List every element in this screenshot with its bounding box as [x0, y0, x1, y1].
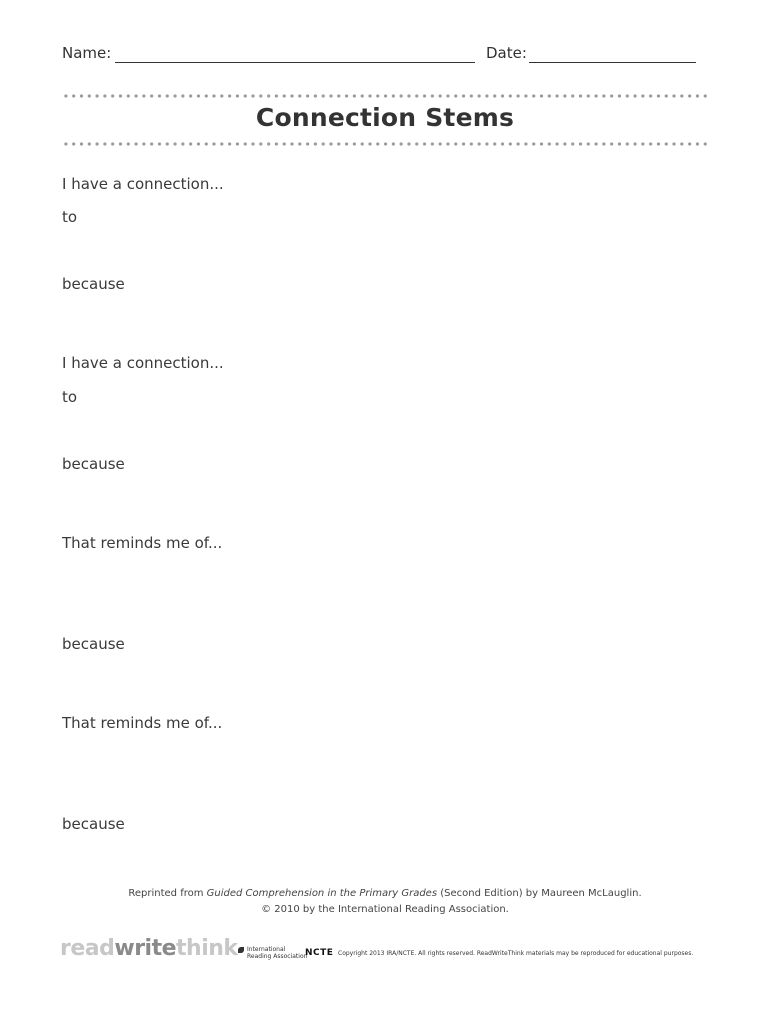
logo-read: read: [60, 936, 115, 961]
credit-line-1: [0, 886, 770, 902]
header-row: [62, 44, 702, 66]
stem-because-2: because: [62, 455, 125, 473]
stem-to-2: to: [62, 388, 78, 406]
credit-book-title: Guided Comprehension in the Primary Grades: [206, 888, 438, 899]
ira-logo: [238, 946, 307, 960]
name-label: Name:: [62, 44, 112, 62]
date-label: Date:: [486, 44, 527, 62]
credit-line-2: © 2010 by the International Reading Association.: [261, 904, 509, 915]
dotted-divider-bottom: [62, 142, 710, 146]
ncte-logo: NCTE: [305, 948, 334, 958]
stem-to-1: to: [62, 208, 78, 226]
name-field-line[interactable]: [115, 62, 475, 63]
footer-credit: [0, 886, 770, 918]
stem-reminds-2: That reminds me of...: [62, 714, 223, 732]
stem-because-3: because: [62, 635, 125, 653]
copyright-text: Copyright 2013 IRA/NCTE. All rights reserved. ReadWriteThink materials may be reproduced for educational purposes.: [338, 950, 694, 957]
date-field-line[interactable]: [529, 62, 696, 63]
ira-mark-icon: [238, 947, 244, 953]
readwritethink-logo: [60, 936, 238, 961]
stem-because-4: because: [62, 815, 125, 833]
ira-line-1: International: [247, 946, 286, 953]
stem-connection-2: I have a connection...: [62, 354, 224, 372]
stem-connection-1: I have a connection...: [62, 175, 224, 193]
dotted-divider-top: [62, 94, 710, 98]
stem-reminds-1: That reminds me of...: [62, 534, 223, 552]
stem-because-1: because: [62, 275, 125, 293]
logo-write: write: [114, 936, 177, 961]
credit-suffix: (Second Edition) by Maureen McLauglin.: [437, 888, 642, 899]
credit-prefix: Reprinted from: [128, 888, 207, 899]
page-title: Connection Stems: [255, 103, 515, 132]
logo-think: think: [176, 936, 238, 961]
ira-line-2: Reading Association: [247, 953, 308, 960]
